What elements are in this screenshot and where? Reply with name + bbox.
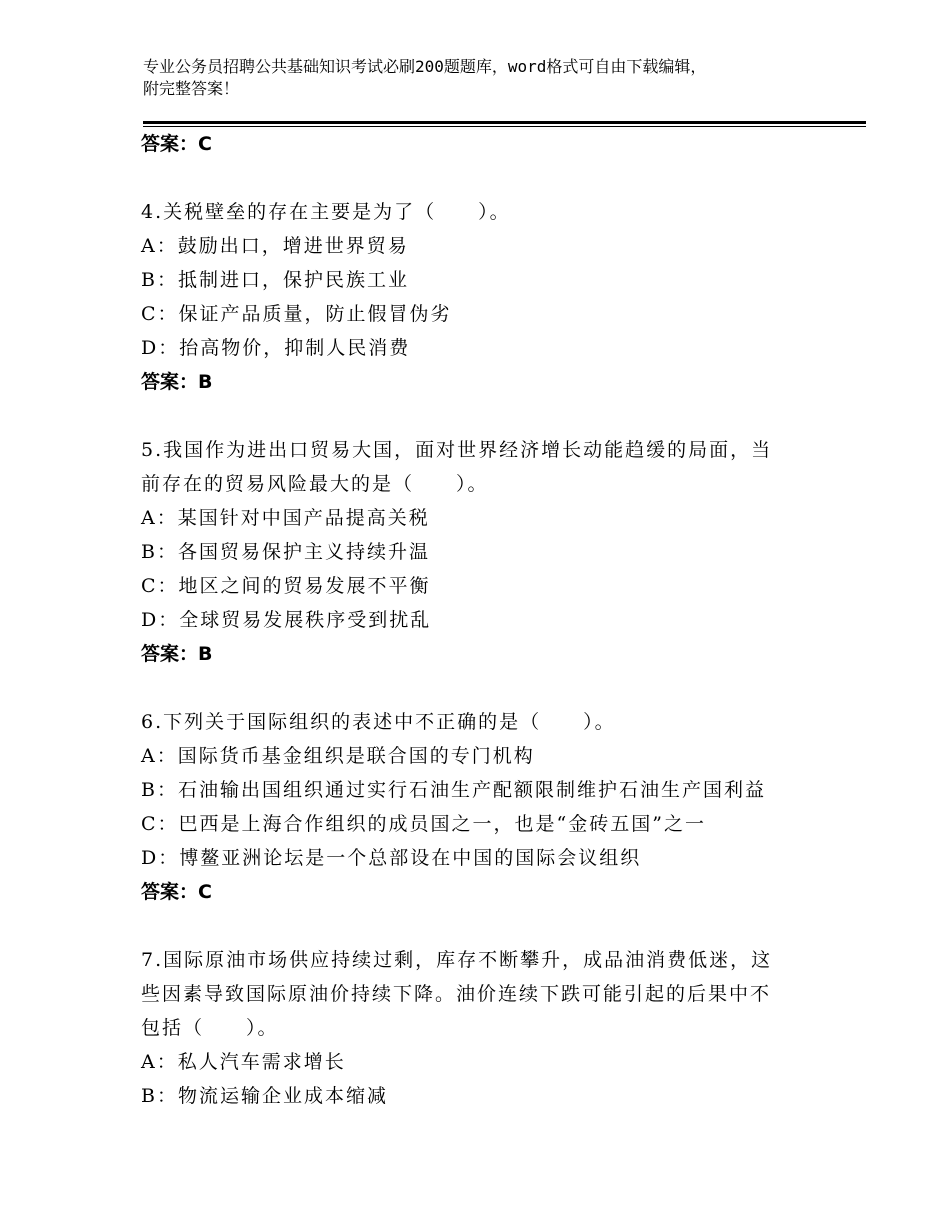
question-text: 5.我国作为进出口贸易大国，面对世界经济增长动能趋缓的局面，当	[141, 439, 773, 461]
answer-line: 答案：C	[141, 881, 212, 903]
option-a: A：鼓励出口，增进世界贸易	[141, 235, 409, 257]
question-text: 些因素导致国际原油价持续下降。油价连续下跌可能引起的后果中不	[141, 983, 772, 1005]
question-text: 前存在的贸易风险最大的是（ ）。	[141, 473, 489, 495]
question-text: 6.下列关于国际组织的表述中不正确的是（ ）。	[141, 711, 616, 733]
header-rule-thick	[143, 121, 866, 124]
question-text: 包括（ ）。	[141, 1017, 279, 1039]
option-c: C：地区之间的贸易发展不平衡	[141, 575, 431, 597]
option-d: D：博鳌亚洲论坛是一个总部设在中国的国际会议组织	[141, 847, 642, 869]
question-list	[141, 127, 801, 1113]
option-a: A：私人汽车需求增长	[141, 1051, 346, 1073]
question-block	[141, 705, 801, 909]
option-c: C：保证产品质量，防止假冒伪劣	[141, 303, 452, 325]
option-c: C：巴西是上海合作组织的成员国之一，也是“金砖五国”之一	[141, 813, 706, 835]
question-block	[141, 433, 801, 671]
question-block	[141, 195, 801, 399]
option-a: A：某国针对中国产品提高关税	[141, 507, 430, 529]
answer-line: 答案：B	[141, 371, 213, 393]
option-d: D：抬高物价，抑制人民消费	[141, 337, 411, 359]
question-text: 7.国际原油市场供应持续过剩，库存不断攀升，成品油消费低迷，这	[141, 949, 773, 971]
header-line-2: 附完整答案！	[143, 79, 240, 98]
answer-line: 答案：B	[141, 643, 213, 665]
option-b: B：石油输出国组织通过实行石油生产配额限制维护石油生产国利益	[141, 779, 766, 801]
question-text: 4.关税壁垒的存在主要是为了（ ）。	[141, 201, 511, 223]
option-d: D：全球贸易发展秩序受到扰乱	[141, 609, 432, 631]
option-b: B：各国贸易保护主义持续升温	[141, 541, 430, 563]
option-a: A：国际货币基金组织是联合国的专门机构	[141, 745, 535, 767]
answer-line: 答案：C	[141, 133, 212, 155]
document-header	[143, 56, 823, 100]
option-b: B：物流运输企业成本缩减	[141, 1085, 388, 1107]
option-b: B：抵制进口，保护民族工业	[141, 269, 409, 291]
header-line-1: 专业公务员招聘公共基础知识考试必刷200题题库，word格式可自由下载编辑，	[143, 57, 707, 76]
question-block	[141, 943, 801, 1113]
